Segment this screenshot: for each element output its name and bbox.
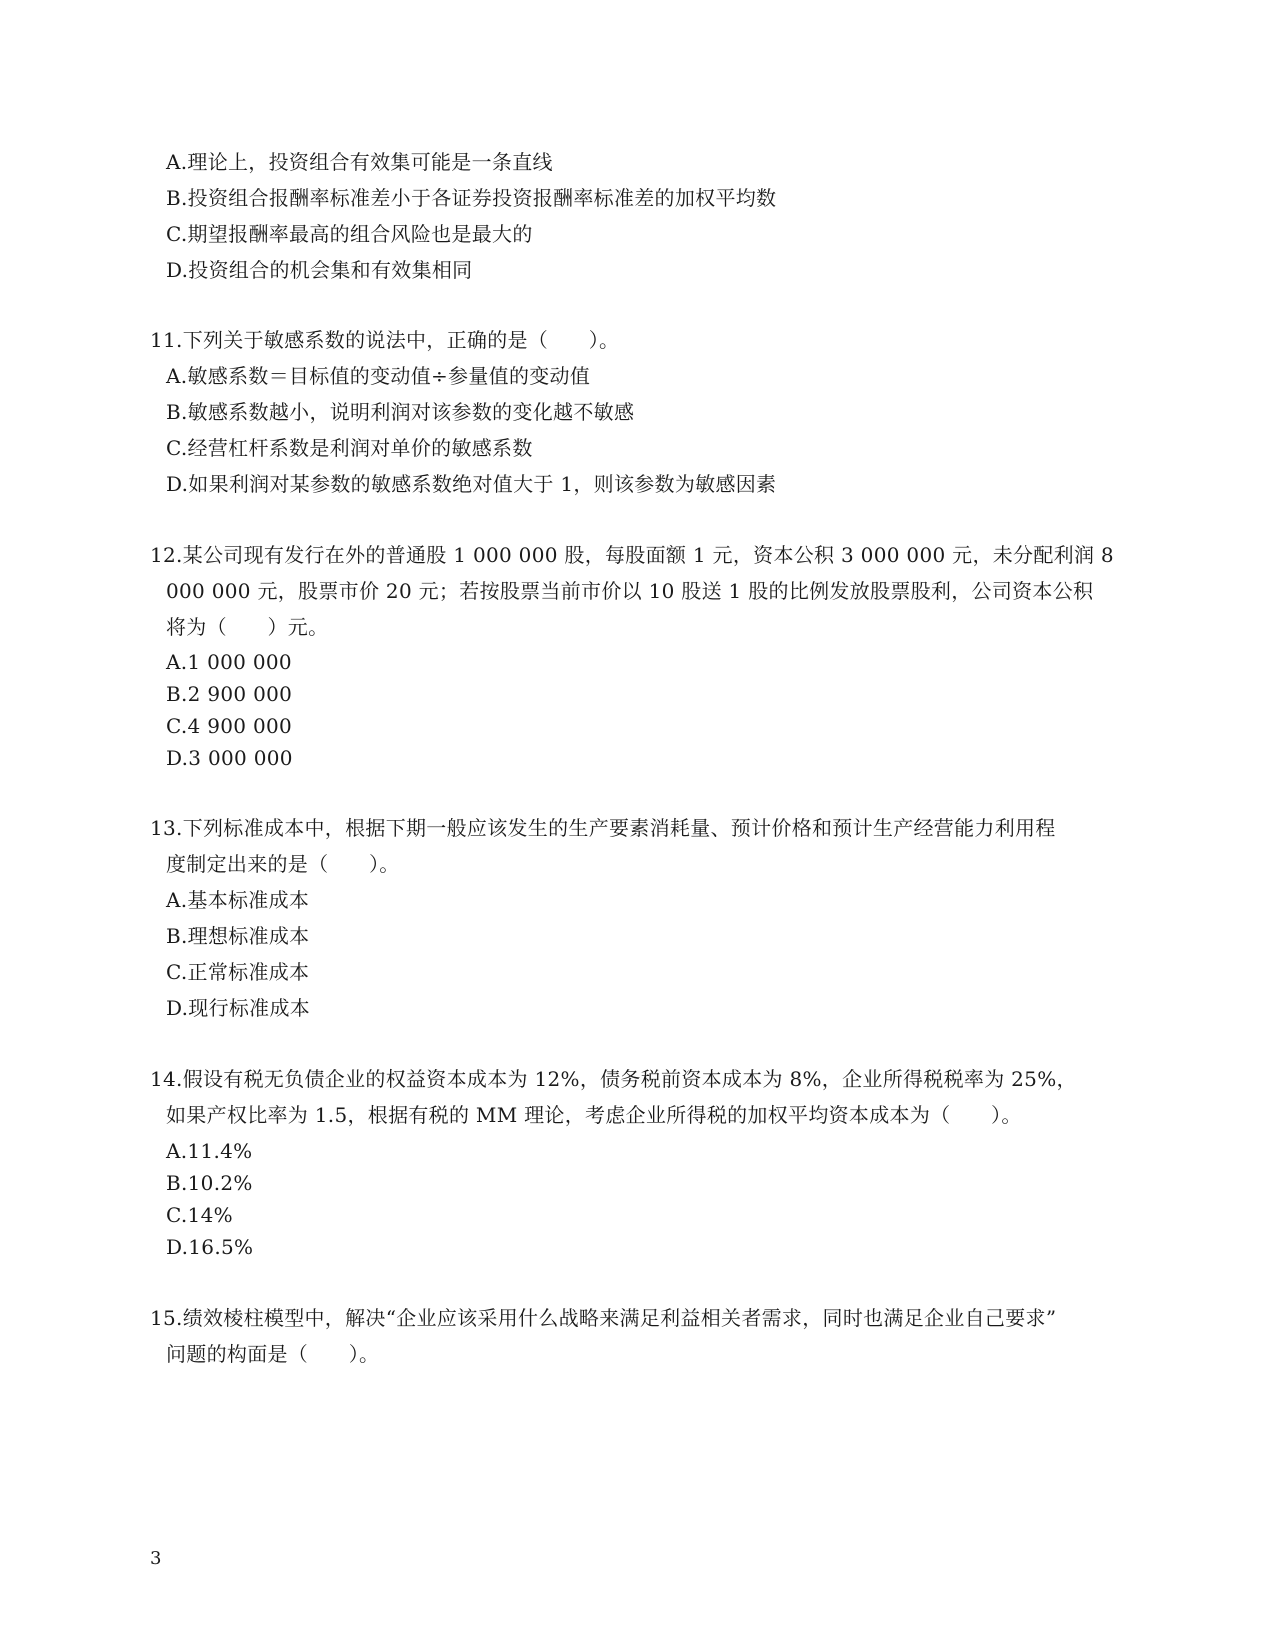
q13-option-d: D.现行标准成本 bbox=[166, 996, 311, 1020]
q13-stem-line-2: 度制定出来的是（ ）。 bbox=[166, 852, 400, 876]
q14-option-c: C.14% bbox=[166, 1203, 233, 1227]
q12-stem-line-1: 12.某公司现有发行在外的普通股 1 000 000 股，每股面额 1 元，资本公积 3 000 000 元，未分配利润 8 bbox=[150, 543, 1114, 567]
q12-stem-line-2: 000 000 元，股票市价 20 元；若按股票当前市价以 10 股送 1 股的比例发放股票股利，公司资本公积 bbox=[166, 579, 1094, 603]
q14-option-a: A.11.4% bbox=[166, 1139, 253, 1163]
q10-option-c: C.期望报酬率最高的组合风险也是最大的 bbox=[166, 222, 533, 246]
q10-option-a: A.理论上，投资组合有效集可能是一条直线 bbox=[166, 150, 553, 174]
q11-option-a: A.敏感系数＝目标值的变动值÷参量值的变动值 bbox=[166, 364, 591, 388]
q14-option-b: B.10.2% bbox=[166, 1171, 253, 1195]
q15-stem-line-2: 问题的构面是（ ）。 bbox=[166, 1342, 380, 1366]
q14-option-d: D.16.5% bbox=[166, 1235, 254, 1259]
q13-option-b: B.理想标准成本 bbox=[166, 924, 310, 948]
q13-option-a: A.基本标准成本 bbox=[166, 888, 310, 912]
q12-option-d: D.3 000 000 bbox=[166, 746, 293, 770]
q13-stem-line-1: 13.下列标准成本中，根据下期一般应该发生的生产要素消耗量、预计价格和预计生产经营能力利用程 bbox=[150, 816, 1056, 840]
q10-option-d: D.投资组合的机会集和有效集相同 bbox=[166, 258, 473, 282]
q12-option-b: B.2 900 000 bbox=[166, 682, 293, 706]
q12-stem-line-3: 将为（ ）元。 bbox=[166, 615, 329, 639]
q13-option-c: C.正常标准成本 bbox=[166, 960, 310, 984]
q15-stem-line-1: 15.绩效棱柱模型中，解决“企业应该采用什么战略来满足利益相关者需求，同时也满足企业自己要求” bbox=[150, 1306, 1057, 1330]
q11-stem: 11.下列关于敏感系数的说法中，正确的是（ ）。 bbox=[150, 328, 620, 352]
q11-option-b: B.敏感系数越小，说明利润对该参数的变化越不敏感 bbox=[166, 400, 635, 424]
q10-option-b: B.投资组合报酬率标准差小于各证券投资报酬率标准差的加权平均数 bbox=[166, 186, 777, 210]
q14-stem-line-1: 14.假设有税无负债企业的权益资本成本为 12%，债务税前资本成本为 8%，企业所得税税率为 25%， bbox=[150, 1067, 1077, 1091]
q12-option-c: C.4 900 000 bbox=[166, 714, 293, 738]
q14-stem-line-2: 如果产权比率为 1.5，根据有税的 MM 理论，考虑企业所得税的加权平均资本成本为（ ）。 bbox=[166, 1103, 1022, 1127]
page-number: 3 bbox=[150, 1548, 162, 1569]
q12-option-a: A.1 000 000 bbox=[166, 650, 292, 674]
q11-option-d: D.如果利润对某参数的敏感系数绝对值大于 1，则该参数为敏感因素 bbox=[166, 472, 777, 496]
q11-option-c: C.经营杠杆系数是利润对单价的敏感系数 bbox=[166, 436, 533, 460]
